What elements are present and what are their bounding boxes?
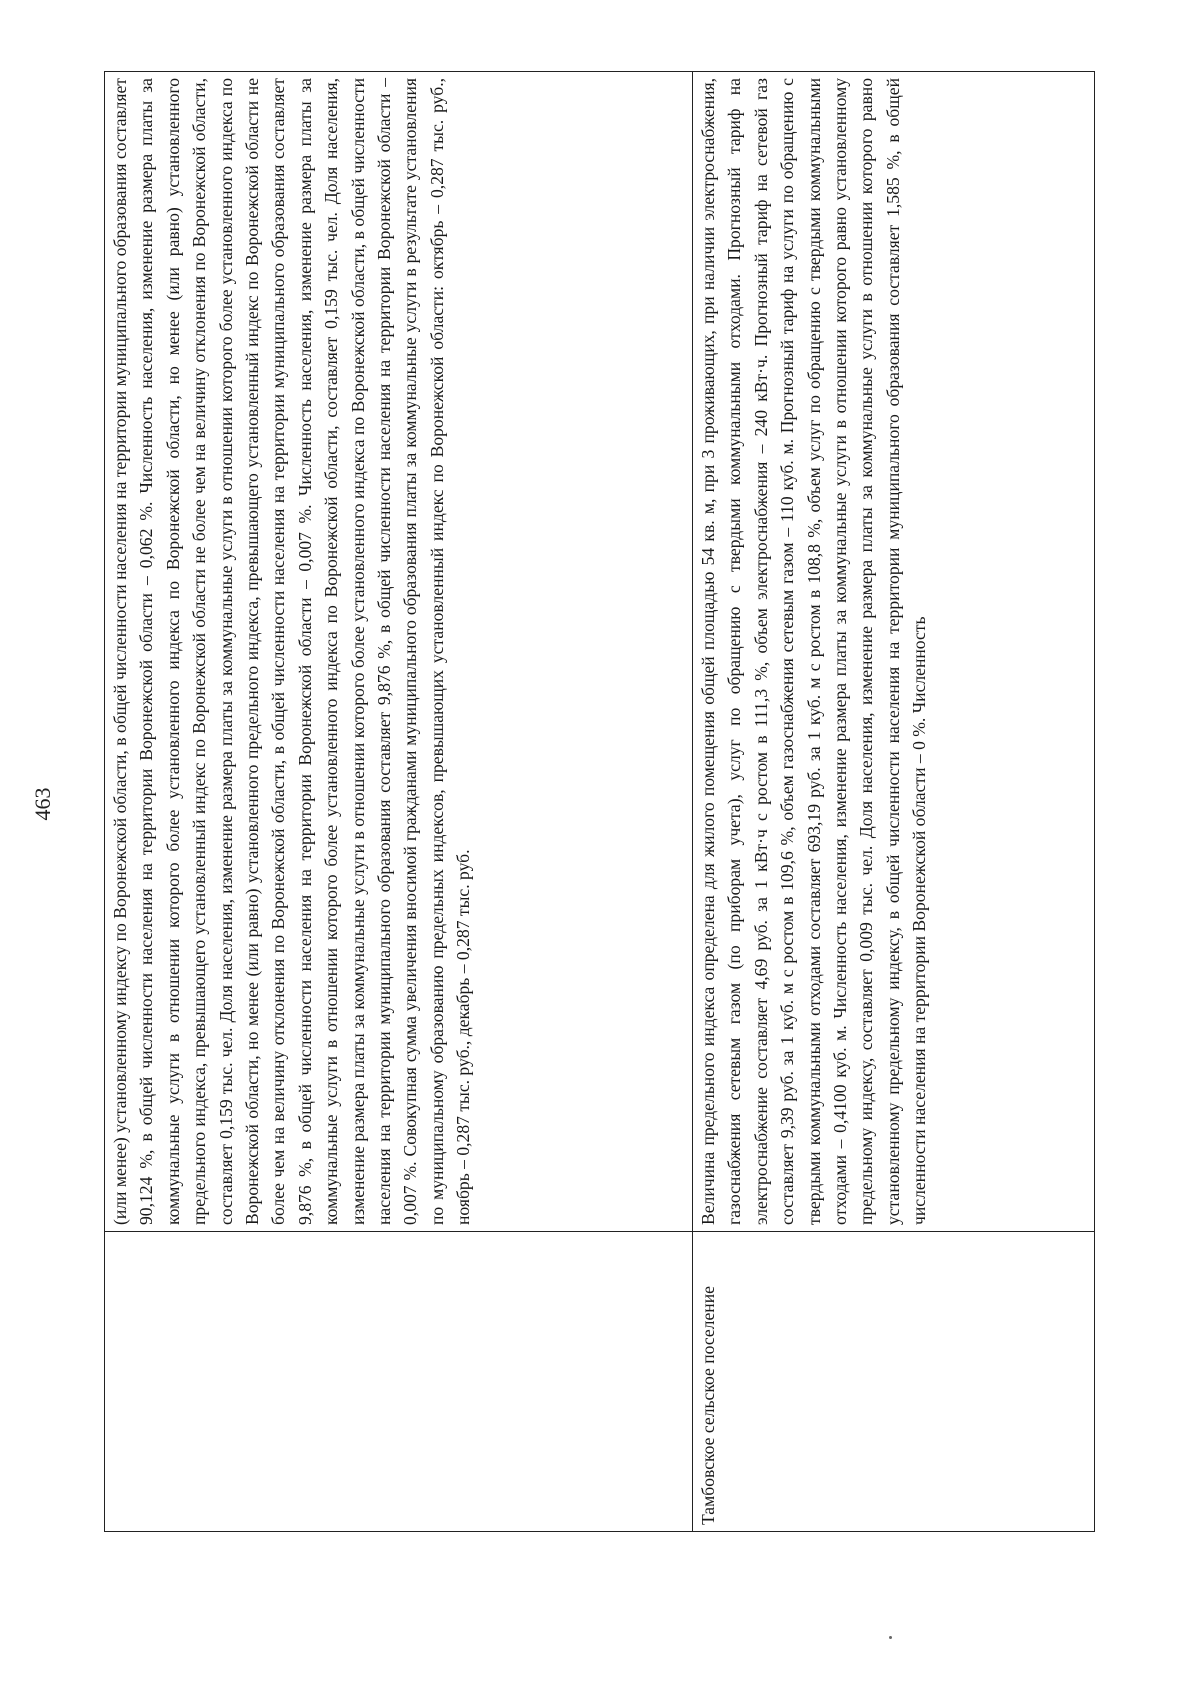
table-row bbox=[693, 72, 1095, 1532]
page-number: 463 bbox=[30, 787, 55, 821]
rotated-table-wrapper bbox=[104, 72, 1094, 1532]
description-cell: (или менее) установленному индексу по Воронежской области, в общей численности населения на территории муниципального образования составляет 90,124 %, в общей численности населения на территории Воронежской области – 0,062 %. Численность населения, изменение размера платы за коммунальные услуги в отношении которого более установленного индекса по Воронежской области, но менее (или равно) установленного предельного индекса, превышающего установленный индекс по Воронежской области не более чем на величину отклонения по Воронежской области, составляет 0,159 тыс. чел. Доля населения, изменение размера платы за коммунальные услуги в отношении которого более установленного индекса по Воронежской области, но менее (или равно) установленного предельного индекса, превышающего установленный индекс по Воронежской области не более чем на величину отклонения по Воронежской области, в общей численности населения на территории муниципального образования составляет 9,876 %, в общей численности населения на территории Воронежской области – 0,007 %. Численность населения, изменение размера платы за коммунальные услуги в отношении которого более установленного индекса по Воронежской области, составляет 0,159 тыс. чел. Доля населения, изменение размера платы за коммунальные услуги в отношении которого более установленного индекса по Воронежской области, в общей численности населения на территории муниципального образования составляет 9,876 %, в общей численности населения на территории Воронежской области – 0,007 %. Совокупная сумма увеличения вносимой гражданами муниципального образования платы за коммунальные услуги в результате установления по муниципальному образованию предельных индексов, превышающих установленный индекс по Воронежской области: октябрь – 0,287 тыс. руб., ноябрь – 0,287 тыс. руб., декабрь – 0,287 тыс. руб. bbox=[105, 72, 693, 1232]
municipality-name-cell: Тамбовское сельское поселение bbox=[693, 1232, 1095, 1532]
municipality-name-cell bbox=[105, 1232, 693, 1532]
document-table bbox=[104, 71, 1095, 1532]
description-cell: Величина предельного индекса определена для жилого помещения общей площадью 54 кв. м, при 3 проживающих, при наличии электроснабжения, газоснабжения сетевым газом (по приборам учета), услуг по обращению с твердыми коммунальными отходами. Прогнозный тариф на электроснабжение составляет 4,69 руб. за 1 кВт·ч с ростом в 111,3 %, объем электроснабжения – 240 кВт·ч. Прогнозный тариф на сетевой газ составляет 9,39 руб. за 1 куб. м с ростом в 109,6 %, объем газоснабжения сетевым газом – 110 куб. м. Прогнозный тариф на услуги по обращению с твердыми коммунальными отходами составляет 693,19 руб. за 1 куб. м с ростом в 108,8 %, объем услуг по обращению с твердыми коммунальными отходами – 0,4100 куб. м. Численность населения, изменение размера платы за коммунальные услуги в отношении которого равно установленному предельному индексу, составляет 0,009 тыс. чел. Доля населения, изменение размера платы за коммунальные услуги в отношении которого равно установленному предельному индексу, в общей численности населения на территории муниципального образования составляет 1,585 %, в общей численности населения на территории Воронежской области – 0 %. Численность bbox=[693, 72, 1095, 1232]
table-row bbox=[105, 72, 693, 1532]
scan-speck bbox=[889, 1636, 892, 1639]
